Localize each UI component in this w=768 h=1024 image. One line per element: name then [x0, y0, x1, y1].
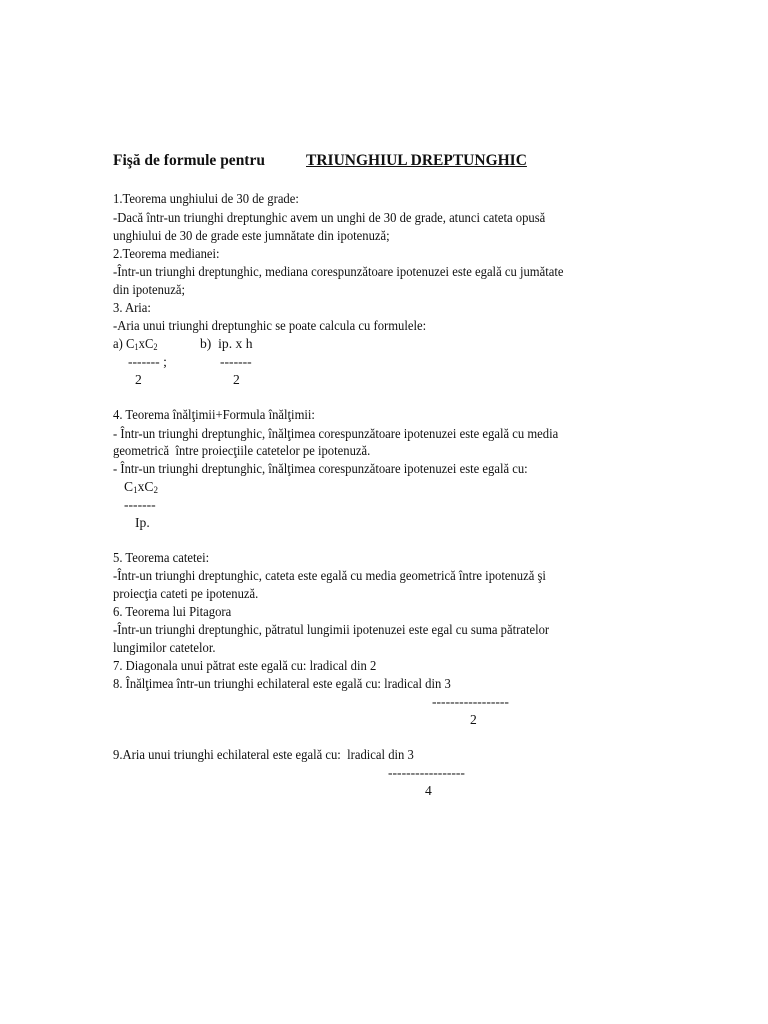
formula-b-numerator: ip. x h	[218, 336, 253, 351]
section-9-text: 9.Aria unui triunghi echilateral este egală cu: lradical din 3	[113, 747, 414, 762]
section-9-fraction-bar: -----------------	[388, 765, 465, 780]
formula-b-denominator: 2	[233, 372, 240, 387]
section-8-text: 8. Înălţimea într-un triunghi echilateral este egală cu: lradical din 3	[113, 676, 451, 691]
section-3-heading: 3. Aria:	[113, 300, 151, 315]
section-1-heading: 1.Teorema unghiului de 30 de grade:	[113, 191, 299, 206]
height-formula-numerator: $C_1xC_2$	[124, 479, 158, 495]
section-1-text: -Dacă într-un triunghi dreptunghic avem un unghi de 30 de grade, atunci cateta opusă	[113, 210, 546, 225]
section-6-heading: 6. Teorema lui Pitagora	[113, 604, 232, 619]
section-4-text: - Într-un triunghi dreptunghic, înălţimea corespunzătoare ipotenuzei este egală cu:	[113, 461, 528, 476]
section-8-denominator: 2	[470, 712, 477, 727]
height-formula-fraction-bar: -------	[124, 497, 156, 512]
section-3-text: -Aria unui triunghi dreptunghic se poate calcula cu formulele:	[113, 318, 427, 333]
formula-b-row	[200, 335, 253, 352]
formula-b-label: b)	[200, 336, 212, 351]
section-2-text: din ipotenuză;	[113, 282, 185, 297]
section-6-text: lungimilor catetelor.	[113, 640, 216, 655]
section-4-text: - Într-un triunghi dreptunghic, înălţimea corespunzătoare ipotenuzei este egală cu media	[113, 426, 559, 441]
formula-a-denominator: 2	[135, 372, 142, 387]
formula-a-fraction-bar: ------- ;	[128, 354, 167, 369]
section-6-text: -Într-un triunghi dreptunghic, pătratul lungimii ipotenuzei este egal cu suma pătratelor	[113, 622, 550, 637]
height-formula-denominator: Ip.	[135, 515, 150, 530]
formula-b-fraction-bar: -------	[220, 354, 252, 369]
section-8-fraction-bar: -----------------	[432, 694, 509, 709]
document-title-subject: TRIUNGHIUL DREPTUNGHIC	[306, 152, 527, 169]
section-4-text: geometrică între proiecţiile catetelor pe ipotenuză.	[113, 443, 371, 458]
section-2-text: -Într-un triunghi dreptunghic, mediana corespunzătoare ipotenuzei este egală cu jumătate	[113, 264, 564, 279]
section-1-text: unghiului de 30 de grade este jumnătate din ipotenuză;	[113, 228, 390, 243]
section-7-text: 7. Diagonala unui pătrat este egală cu: lradical din 2	[113, 658, 377, 673]
document-title: Fişă de formule pentru	[113, 152, 265, 169]
section-5-heading: 5. Teorema catetei:	[113, 550, 210, 565]
formula-a-label: a)	[113, 336, 123, 351]
section-5-text: -Într-un triunghi dreptunghic, cateta este egală cu media geometrică între ipotenuză şi	[113, 568, 546, 583]
section-4-heading: 4. Teorema înălţimii+Formula înălţimii:	[113, 407, 315, 422]
formula-a-numerator: $C_1xC_2$	[125, 336, 158, 352]
section-9-denominator: 4	[425, 783, 432, 798]
section-2-heading: 2.Teorema medianei:	[113, 246, 220, 261]
section-5-text: proiecţia cateti pe ipotenuză.	[113, 586, 259, 601]
